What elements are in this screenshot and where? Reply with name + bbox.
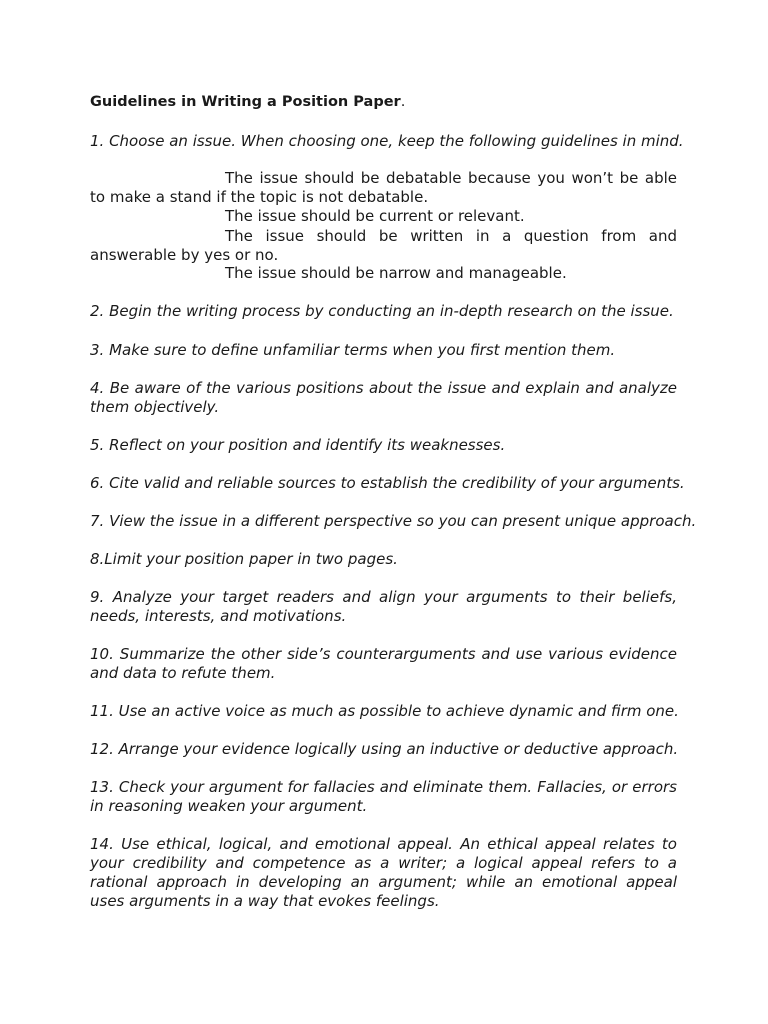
guideline-item-8: 8.Limit your position paper in two pages. [90,550,398,568]
guideline-item-5: 5. Reflect on your position and identify its weaknesses. [90,436,506,454]
guideline-item-10: 10. Summarize the other side’s counterarguments and use various evidence and data to refute them. [90,645,677,682]
issue-criterion-question: The issue should be written in a question from and answerable by yes or no. [90,227,677,264]
issue-criterion-debatable: The issue should be debatable because you won’t be able to make a stand if the topic is not debatable. [90,169,677,206]
guideline-item-2: 2. Begin the writing process by conducting an in-depth research on the issue. [90,302,674,320]
guideline-item-13: 13. Check your argument for fallacies and eliminate them. Fallacies, or errors in reasoning weaken your argument. [90,778,677,815]
document-title: Guidelines in Writing a Position Paper. [90,94,406,110]
guideline-item-14: 14. Use ethical, logical, and emotional appeal. An ethical appeal relates to your credibility and competence as a writer; a logical appeal refers to a rational approach in developing an argument; while an emotional appeal uses arguments in a way that evokes feelings. [90,835,677,910]
issue-criterion-relevant: The issue should be current or relevant. [225,207,525,225]
guideline-item-3: 3. Make sure to define unfamiliar terms when you first mention them. [90,341,616,359]
guideline-item-9: 9. Analyze your target readers and align your arguments to their beliefs, needs, interests, and motivations. [90,588,677,625]
guideline-item-4: 4. Be aware of the various positions about the issue and explain and analyze them objectively. [90,379,677,416]
guideline-item-7: 7. View the issue in a different perspective so you can present unique approach. [90,512,697,530]
guideline-item-11: 11. Use an active voice as much as possible to achieve dynamic and firm one. [90,702,679,720]
guideline-item-1: 1. Choose an issue. When choosing one, keep the following guidelines in mind. [90,132,684,150]
issue-criterion-narrow: The issue should be narrow and manageable. [225,264,567,282]
guideline-item-12: 12. Arrange your evidence logically using an inductive or deductive approach. [90,740,679,758]
guideline-item-6: 6. Cite valid and reliable sources to establish the credibility of your arguments. [90,474,685,492]
